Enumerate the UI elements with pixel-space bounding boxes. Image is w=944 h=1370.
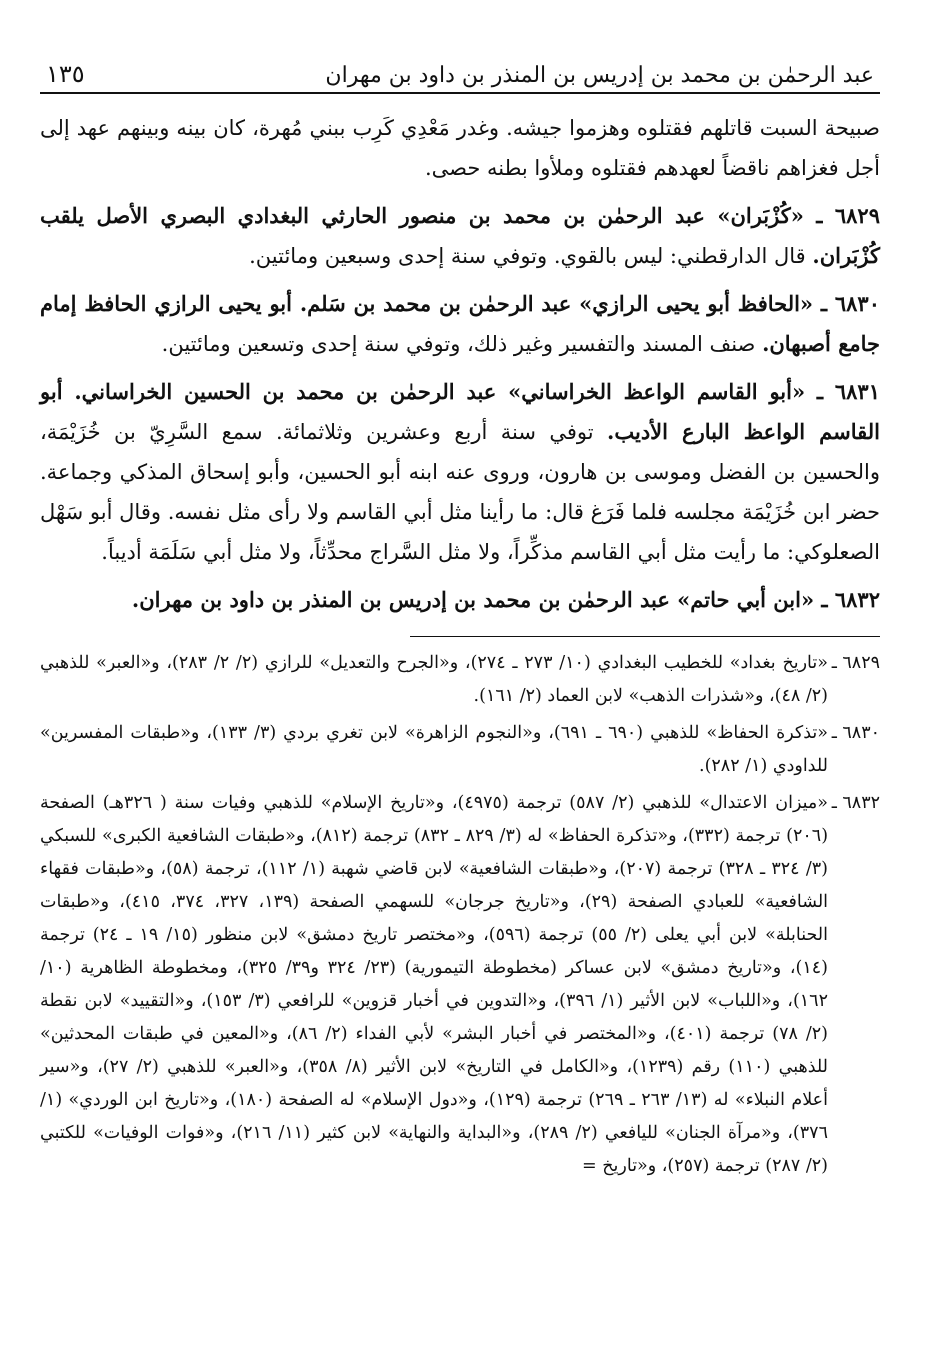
footnote-6832 xyxy=(40,787,880,1183)
footnote-number: ٦٨٢٩ ـ xyxy=(831,653,880,673)
footnote-text: «تذكرة الحفاظ» للذهبي (٦٩٠ ـ ٦٩١)، و«النجوم الزاهرة» لابن تغري بردي (٣/ ١٣٣)، و«طبقات المفسرين» للداودي (١/ ٢٨٢). xyxy=(40,723,828,776)
entry-heading: ٦٨٣٢ ـ «ابن أبي حاتم» عبد الرحمٰن بن محمد بن إدريس بن المنذر بن داود بن مهران. xyxy=(131,587,880,612)
entry-6831 xyxy=(40,372,880,572)
running-header xyxy=(40,40,880,94)
footnote-text: «تاريخ بغداد» للخطيب البغدادي (١٠/ ٢٧٣ ـ ٢٧٤)، و«الجرح والتعديل» للرازي (٢/ ٢/ ٢٨٣)، و«العبر» للذهبي (٢/ ٤٨)، و«شذرات الذهب» لابن العماد (٢/ ١٦١). xyxy=(40,653,828,706)
footnotes xyxy=(40,647,880,1183)
footnote-number: ٦٨٣٢ ـ xyxy=(831,793,880,813)
entry-heading: ٦٨٣٠ ـ «الحافظ أبو يحيى الرازي» عبد الرحمٰن بن محمد بن سَلم. أبو يحيى الرازي الحافظ إمام جامع أصبهان. xyxy=(40,291,880,356)
paragraph-continuation: صبيحة السبت قاتلهم فقتلوه وهزموا جيشه. وغدر مَعْدِي كَرِب ببني مُهرة، كان بينه وبينهم عهد إلى أجل فغزاهم ناقضاً لعهدهم فقتلوه وملأوا بطنه حصى. xyxy=(40,116,880,180)
entry-6832 xyxy=(40,580,880,620)
footnote-divider xyxy=(410,636,880,637)
page-number: ١٣٥ xyxy=(46,60,85,88)
entry-text: صنف المسند والتفسير وغير ذلك، وتوفي سنة إحدى وتسعين ومائتين. xyxy=(161,332,756,356)
entry-heading: ٦٨٢٩ ـ «كُزْبَران» عبد الرحمٰن بن محمد بن منصور الحارثي البغدادي البصري الأصل يلقب كُزْبَران. xyxy=(40,203,880,268)
running-title: عبد الرحمٰن بن محمد بن إدريس بن المنذر بن داود بن مهران xyxy=(325,63,874,88)
footnote-number: ٦٨٣٠ ـ xyxy=(831,723,880,743)
entry-text: قال الدارقطني: ليس بالقوي. وتوفي سنة إحدى وسبعين ومائتين. xyxy=(249,244,806,268)
entry-text: توفي سنة أربع وعشرين وثلاثمائة. سمع السَّرِيّ بن خُزَيْمَة، والحسين بن الفضل وموسى بن هارون، وروى عنه ابنه أبو الحسين، وأبو إسحاق المذكي وجماعة. حضر ابن خُزَيْمَة مجلسه فلما فَرَغ قال: ما رأينا مثل أبي القاسم ولا رأى مثل نفسه. وقال أبو سَهْل الصعلوكي: ما رأيت مثل أبي القاسم مذكِّراً، ولا مثل السَّراج محدِّثاً، ولا مثل أبي سَلَمَة أديباً. xyxy=(40,420,880,564)
entry-heading: ٦٨٣١ ـ «أبو القاسم الواعظ الخراساني» عبد الرحمٰن بن محمد بن الحسين الخراساني. أبو القاسم الواعظ البارع الأديب. xyxy=(40,379,880,444)
book-page xyxy=(40,40,880,1350)
entry-6830 xyxy=(40,284,880,364)
footnote-6830 xyxy=(40,717,880,783)
footnote-6829 xyxy=(40,647,880,713)
entry-6829 xyxy=(40,196,880,276)
footnote-text: «ميزان الاعتدال» للذهبي (٢/ ٥٨٧) ترجمة (٤٩٧٥)، و«تاريخ الإسلام» للذهبي وفيات سنة ( ٣٢٦هـ) الصفحة (٢٠٦) ترجمة (٣٣٢)، و«تذكرة الحفاظ» له (٣/ ٨٢٩ ـ ٨٣٢) ترجمة (٨١٢)، و«طبقات الشافعية الكبرى» للسبكي (٣/ ٣٢٤ ـ ٣٢٨) ترجمة (٢٠٧)، و«طبقات الشافعية» لابن قاضي شهبة (١/ ١١٢)، ترجمة (٥٨)، و«طبقات فقهاء الشافعية» للعبادي الصفحة (٢٩)، و«تاريخ جرجان» للسهمي الصفحة (١٣٩، ٣٢٧، ٣٧٤، ٤١٥)، و«طبقات الحنابلة» لابن أبي يعلى (٢/ ٥٥) ترجمة (٥٩٦)، و«مختصر تاريخ دمشق» لابن منظور (١٥/ ١٩ ـ ٢٤) ترجمة (١٤)، و«تاريخ دمشق» لابن عساكر (مخطوطة التيمورية) (٢٣/ ٣٢٤ و٣٩/ ٣٢٥)، ومخطوطة الظاهرية (١٠/ ١٦٢)، و«اللباب» لابن الأثير (١/ ٣٩٦)، و«التدوين في أخبار قزوين» للرافعي (٣/ ١٥٣)، و«التقييد» لابن نقطة (٢/ ٧٨) ترجمة (٤٠١)، و«المختصر في أخبار البشر» لأبي الفداء (٢/ ٨٦)، و«المعين في طبقات المحدثين» للذهبي (١١٠) رقم (١٢٣٩)، و«الكامل في التاريخ» لابن الأثير (٨/ ٣٥٨)، و«العبر» للذهبي (٢/ ٢٧)، و«سير أعلام النبلاء» له (١٣/ ٢٦٣ ـ ٢٦٩) ترجمة (١٢٩)، و«دول الإسلام» له الصفحة (١٨٠)، و«تاريخ ابن الوردي» (١/ ٣٧٦)، و«مرآة الجنان» لليافعي (٢/ ٢٨٩)، و«البداية والنهاية» لابن كثير (١١/ ٢١٦)، و«فوات الوفيات» للكتبي (٢/ ٢٨٧) ترجمة (٢٥٧)، و«تاريخ = xyxy=(40,793,829,1176)
main-text xyxy=(40,108,880,620)
